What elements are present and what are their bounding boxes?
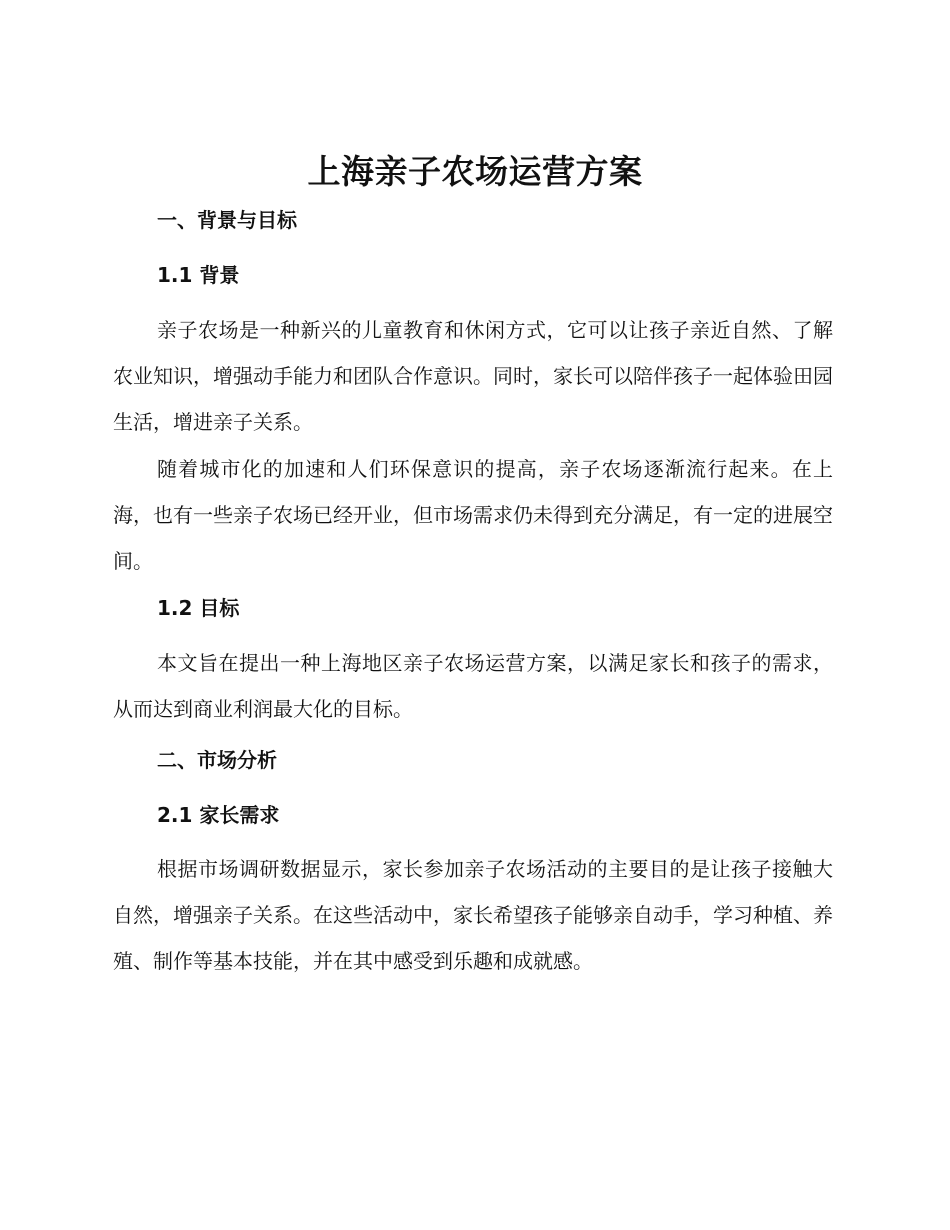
subsection-heading-background: 1.1 背景 [157,263,240,287]
section-heading-market-analysis: 二、市场分析 [157,748,277,772]
paragraph-goals-1: 本文旨在提出一种上海地区亲子农场运营方案，以满足家长和孩子的需求，从而达到商业利润最大化的目标。 [113,651,833,721]
paragraph-background-2: 随着城市化的加速和人们环保意识的提高，亲子农场逐渐流行起来。在上海，也有一些亲子农场已经开业，但市场需求仍未得到充分满足，有一定的进展空间。 [113,457,833,573]
subsection-heading-goals: 1.2 目标 [157,596,240,620]
subsection-heading-parent-needs: 2.1 家长需求 [157,803,280,827]
document-title: 上海亲子农场运营方案 [307,152,643,191]
paragraph-parent-needs-1: 根据市场调研数据显示，家长参加亲子农场活动的主要目的是让孩子接触大自然，增强亲子关系。在这些活动中，家长希望孩子能够亲自动手，学习种植、养殖、制作等基本技能，并在其中感受到乐趣和成就感。 [113,857,833,973]
section-heading-background-goals: 一、背景与目标 [157,208,297,232]
paragraph-background-1: 亲子农场是一种新兴的儿童教育和休闲方式，它可以让孩子亲近自然、了解农业知识，增强动手能力和团队合作意识。同时，家长可以陪伴孩子一起体验田园生活，增进亲子关系。 [113,318,833,434]
